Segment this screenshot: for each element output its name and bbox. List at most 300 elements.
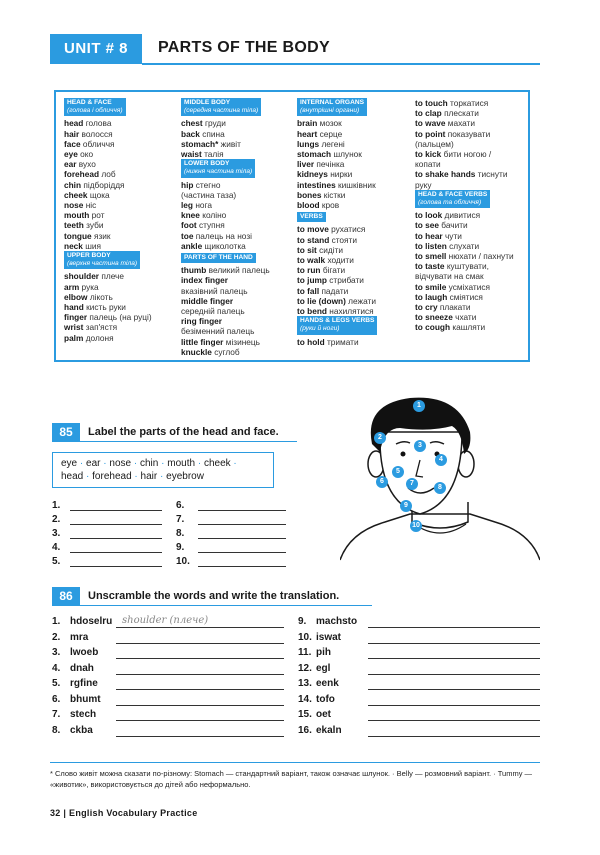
answer-number: 5. [52,556,61,567]
word-bank-word: eye [61,458,78,469]
vocab-translation: рот [91,210,105,221]
vocab-word: shoulder [64,271,100,282]
answer-blank[interactable] [198,566,286,567]
section-heading [64,98,126,116]
vocab-entry [64,159,174,169]
vocab-translation: стояти [331,234,357,245]
vocab-translation: кашляти [452,322,486,333]
vocab-entry [297,245,415,255]
vocab-word: to smile [415,281,447,292]
unscrambled-word: ekaln [316,724,342,736]
vocab-translation: рука [81,281,99,292]
vocab-word: ear [64,159,77,170]
vocab-translation: серце [319,128,343,139]
answer-line [176,542,286,554]
word-bank-word: head [61,471,84,482]
answer-number: 4. [52,542,61,553]
vocab-translation: копати [415,159,441,170]
vocab-translation: (частина таза) [181,189,237,200]
unscramble-number: 9. [298,616,307,627]
section-heading [415,190,490,208]
unscramble-row [52,632,284,644]
vocab-translation: підборіддя [83,179,125,190]
answer-blank[interactable] [368,705,540,706]
vocab-entry [64,118,174,128]
vocab-column-1 [64,98,174,343]
vocab-entry [64,200,174,210]
vocab-word: lungs [297,138,320,149]
vocab-entry [181,180,296,190]
vocab-word: finger [64,312,88,323]
answer-number: 1. [52,500,61,511]
vocab-entry [415,139,529,149]
vocab-word: toe [181,230,194,241]
vocab-word: to wave [415,118,446,129]
vocabulary-box [54,90,530,362]
vocab-translation: нахилятися [329,306,374,317]
separator-dot: · [134,471,138,482]
vocab-translation: стегно [195,179,221,190]
vocab-translation: чути [444,230,462,241]
vocab-word: to jump [297,275,327,286]
vocab-entry [415,118,529,128]
answer-number: 9. [176,542,185,553]
vocab-translation: зап'ястя [85,322,118,333]
vocab-column-3 [297,98,415,347]
vocab-entry [415,98,529,108]
vocab-word: to laugh [415,291,448,302]
answer-blank[interactable] [70,524,162,525]
vocab-entry [181,316,296,326]
unscramble-row [52,678,284,690]
vocab-entry [415,180,529,190]
answer-blank[interactable] [198,524,286,525]
vocab-entry [415,322,529,332]
unscrambled-word: tofo [316,693,335,705]
vocab-entry [181,337,296,347]
answer-line [176,528,286,540]
unscramble-row [52,694,284,706]
unscrambled-word: eenk [316,678,339,689]
footnote-divider [50,762,540,763]
vocab-word: to listen [415,240,447,251]
vocab-entry [181,231,296,241]
vocab-entry [297,306,415,316]
vocab-translation: мозок [319,118,342,129]
section-heading-text: MIDDLE BODY [184,99,231,106]
word-bank-word: mouth [167,458,196,469]
unscrambled-word: rgfine [70,678,98,689]
unscrambled-word: machsto [316,616,358,627]
vocab-translation: лоб [101,169,116,180]
vocab-word: wrist [64,322,84,333]
unscramble-number: 11. [298,647,312,658]
unscramble-number: 12. [298,662,312,674]
vocab-translation: лежати [348,295,376,306]
vocab-translation: плакати [439,302,471,313]
vocab-word: middle finger [181,295,234,306]
vocab-translation: чхати [455,312,477,323]
vocab-entry [415,129,529,139]
unscrambled-word: bhumt [70,693,101,705]
vocab-word: bones [297,189,322,200]
unscramble-row [298,725,540,737]
answer-line [52,528,162,540]
separator-dot: · [160,471,164,482]
unscramble-row [298,632,540,644]
unscramble-number: 1. [52,616,61,627]
section-heading-subtitle: (голова та обличчя) [418,199,482,207]
vocab-translation: живіт [220,138,241,149]
vocab-word: eye [64,149,78,160]
answer-line [176,500,286,512]
vocab-translation: палець (на руці) [89,312,152,323]
answer-blank[interactable] [116,627,284,628]
section-heading [297,98,367,116]
word-bank-word: ear [86,458,101,469]
word-bank-word: nose [109,458,132,469]
vocab-entry [297,200,415,210]
answer-blank[interactable] [368,658,540,659]
vocab-translation: плескати [444,108,479,119]
unscramble-number: 2. [52,631,61,643]
vocab-translation: торкатися [450,98,489,108]
vocab-entry [181,139,296,149]
vocab-word: foot [181,220,197,231]
vocab-translation: середній палець [181,306,245,317]
vocab-entry [297,180,415,190]
vocab-translation: ходити [327,255,354,266]
vocab-entry [415,220,529,230]
vocab-word: mouth [64,210,90,221]
marker-8: 8 [434,482,446,494]
word-bank [52,452,274,488]
vocab-translation: дивитися [444,210,481,221]
vocab-translation: усміхатися [448,281,490,292]
vocab-translation: талія [204,149,224,160]
separator-dot: · [133,458,138,469]
unscramble-number: 16. [298,724,312,736]
exercise-85-number: 85 [52,423,80,441]
answer-blank[interactable] [368,720,540,721]
section-heading-text: LOWER BODY [184,160,230,168]
vocab-entry [297,265,415,275]
answer-blank[interactable] [70,552,162,553]
answer-blank[interactable] [116,736,284,737]
vocab-translation: шлунок [333,149,362,160]
vocab-word: to kick [415,149,442,160]
vocab-entry [297,129,415,139]
unscramble-row [298,678,540,690]
answer-blank[interactable] [368,627,540,628]
unscramble-number: 7. [52,709,61,720]
answer-blank[interactable] [116,643,284,644]
vocab-translation: кістки [323,189,346,200]
vocab-entry [64,169,174,179]
vocab-translation: руку [415,179,432,190]
vocab-word: to run [297,265,321,276]
vocab-translation: спина [202,128,225,139]
marker-3: 3 [414,440,426,452]
vocab-translation: голова [85,118,112,129]
word-bank-word: forehead [92,471,132,482]
marker-4: 4 [435,454,447,466]
page-footer: 32 | English Vocabulary Practice [50,808,198,818]
vocab-translation: слухати [449,240,480,251]
vocab-translation: бачити [441,220,468,231]
vocab-entry [181,286,296,296]
answer-blank[interactable] [116,705,284,706]
answer-blank[interactable] [198,552,286,553]
vocab-translation: ніс [85,200,97,211]
vocab-entry [415,302,529,312]
separator-dot: · [86,471,90,482]
unscramble-row [298,647,540,659]
vocab-word: stomach [297,149,332,160]
section-heading-subtitle: (руки й ноги) [300,325,340,333]
vocab-translation: бігати [322,265,346,276]
vocab-word: to cry [415,302,438,313]
unscramble-number: 5. [52,678,61,689]
vocab-word: knee [181,210,200,221]
footnote: * Слово живіт можна сказати по-різному: Stomach — стандартний варіант, також означає шлунок. · Belly — розмовний варіант. · Tummy — «животик», використовується до дітей або неформально. [50,769,533,789]
unscramble-number: 15. [298,709,312,720]
answer-blank[interactable] [368,736,540,737]
answer-blank[interactable] [70,566,162,567]
vocab-word: blood [297,200,320,211]
answer-blank[interactable] [368,643,540,644]
vocab-entry [64,220,174,230]
answer-line [176,556,286,568]
vocab-entry [181,149,296,159]
unscramble-row [298,709,540,721]
answer-number: 8. [176,528,185,539]
vocab-translation: безіменний палець [181,326,255,337]
answer-blank[interactable] [116,674,284,675]
vocab-translation: язик [93,230,111,241]
vocab-entry [415,261,529,271]
vocab-entry [64,292,174,302]
vocab-translation: щока [89,189,110,200]
vocab-word: to hear [415,230,443,241]
vocab-word: to bend [297,306,327,317]
exercise-85-title: Label the parts of the head and face. [88,426,279,438]
exercise-86-title: Unscramble the words and write the translation. [88,590,340,602]
unscrambled-word: iswat [316,631,342,643]
vocab-word: to smell [415,251,447,262]
vocab-entry [297,296,415,306]
vocab-entry [64,333,174,343]
vocab-entry [64,149,174,159]
vocab-entry [64,302,174,312]
marker-5: 5 [392,466,404,478]
vocab-entry [64,180,174,190]
answer-blank[interactable] [116,720,284,721]
vocab-entry [297,235,415,245]
vocab-translation: нога [195,200,212,211]
section-heading [181,253,256,263]
vocab-entry [181,265,296,275]
vocab-word: elbow [64,291,88,302]
vocab-translation: мізинець [225,336,260,347]
vocab-word: to cough [415,322,451,333]
vocab-entry [181,210,296,220]
vocab-entry [181,347,296,357]
answer-number: 2. [52,514,61,525]
vocab-translation: куштувати, [446,261,489,272]
unscrambled-word: oet [316,709,331,720]
vocab-word: tongue [64,230,92,241]
unscrambled-word: mra [70,631,89,643]
vocab-word: to move [297,224,329,235]
section-heading-text: HEAD & FACE VERBS [418,190,488,198]
vocab-translation: нирки [330,169,353,180]
vocab-entry [181,326,296,336]
vocab-word: stomach* [181,138,219,149]
vocab-entry [64,210,174,220]
unscramble-row [298,663,540,675]
separator-dot: · [197,458,202,469]
vocab-entry [64,282,174,292]
separator-dot: · [79,458,84,469]
answer-line [52,542,162,554]
vocab-entry [297,190,415,200]
vocab-translation: стрибати [329,275,364,286]
vocab-entry [297,118,415,128]
vocab-entry [415,231,529,241]
answer-blank[interactable] [198,510,286,511]
section-heading [297,316,377,334]
vocab-translation: махати [447,118,475,129]
section-heading-subtitle: (верхня частина тіла) [67,260,138,268]
vocab-word: nose [64,200,84,211]
section-heading-subtitle: (середня частина тіла) [184,107,259,115]
vocab-translation: долоня [85,332,114,343]
answer-blank[interactable] [70,510,162,511]
section-heading [64,251,140,269]
vocab-entry [181,296,296,306]
vocab-word: leg [181,200,193,211]
vocab-word: palm [64,332,84,343]
unscrambled-word: hdoselru [70,616,113,627]
vocab-entry [415,159,529,169]
vocab-word: to hold [297,336,325,347]
section-heading [297,212,326,222]
exercise-86-number: 86 [52,587,80,605]
vocab-entry [415,251,529,261]
vocab-word: back [181,128,200,139]
word-bank-word: cheek [203,458,231,469]
vocab-translation: показувати [447,128,491,139]
example-answer: shoulder (плече) [122,615,209,626]
unscramble-number: 4. [52,662,61,674]
answer-blank[interactable] [116,658,284,659]
vocab-entry [415,282,529,292]
vocab-word: thumb [181,265,207,276]
vocab-translation: нюхати / пахнути [448,251,514,262]
vocab-translation: кишківник [338,179,376,190]
vocab-translation: легені [321,138,345,149]
vocab-word: hair [64,128,80,139]
vocab-translation: падати [321,285,349,296]
vocab-entry [181,190,296,200]
unit-header [50,34,540,66]
unscrambled-word: dnah [70,662,94,674]
marker-10: 10 [410,520,422,532]
vocab-word: teeth [64,220,84,231]
vocab-entry [415,271,529,281]
unscramble-row [52,725,284,737]
vocab-entry [64,322,174,332]
section-heading-text: UPPER BODY [67,252,111,260]
unscramble-number: 13. [298,678,312,689]
answer-blank[interactable] [116,689,284,690]
vocab-translation: обличчя [82,138,115,149]
vocab-entry [181,241,296,251]
vocab-column-4 [415,98,529,333]
answer-line [52,556,162,568]
answer-blank[interactable] [198,538,286,539]
marker-7: 7 [406,478,418,490]
vocab-word: knuckle [181,346,212,357]
unscramble-row [52,616,284,628]
face-illustration [340,392,540,562]
vocab-word: to sit [297,244,317,255]
vocab-word: to touch [415,98,448,108]
vocab-entry [181,275,296,285]
section-heading [181,159,255,177]
unscramble-number: 8. [52,724,61,736]
vocab-translation: рухатися [331,224,366,235]
marker-6: 6 [376,476,388,488]
word-bank-word: hair [140,471,158,482]
vocab-entry [297,286,415,296]
unscramble-row [52,647,284,659]
vocab-word: to clap [415,108,442,119]
vocab-translation: тиснути [477,169,508,180]
vocab-word: to shake hands [415,169,476,180]
word-bank-word: eyebrow [166,471,204,482]
header-underline [142,63,540,65]
vocab-entry [415,312,529,322]
answer-blank[interactable] [70,538,162,539]
vocab-translation: печінка [316,159,345,170]
answer-blank[interactable] [368,674,540,675]
answer-blank[interactable] [368,689,540,690]
vocab-word: little finger [181,336,224,347]
vocab-entry [64,231,174,241]
vocab-translation: суглоб [214,346,240,357]
unscramble-number: 3. [52,647,61,658]
vocab-entry [415,108,529,118]
vocab-word: hip [181,179,194,190]
unscrambled-word: ckba [70,724,93,736]
section-heading-subtitle: (внутрішні органи) [300,107,360,115]
vocab-entry [415,169,529,179]
section-heading-subtitle: (голова і обличчя) [67,107,123,115]
separator-dot: · [233,458,237,469]
answer-line [52,514,162,526]
vocab-translation: палець на нозі [195,230,252,241]
answer-number: 3. [52,528,61,539]
vocab-word: to see [415,220,439,231]
vocab-translation: ступня [198,220,225,231]
vocab-entry [297,255,415,265]
vocab-word: neck [64,240,83,251]
separator-dot: · [161,458,165,469]
vocab-translation: великий палець [208,265,270,276]
vocab-entry [415,210,529,220]
